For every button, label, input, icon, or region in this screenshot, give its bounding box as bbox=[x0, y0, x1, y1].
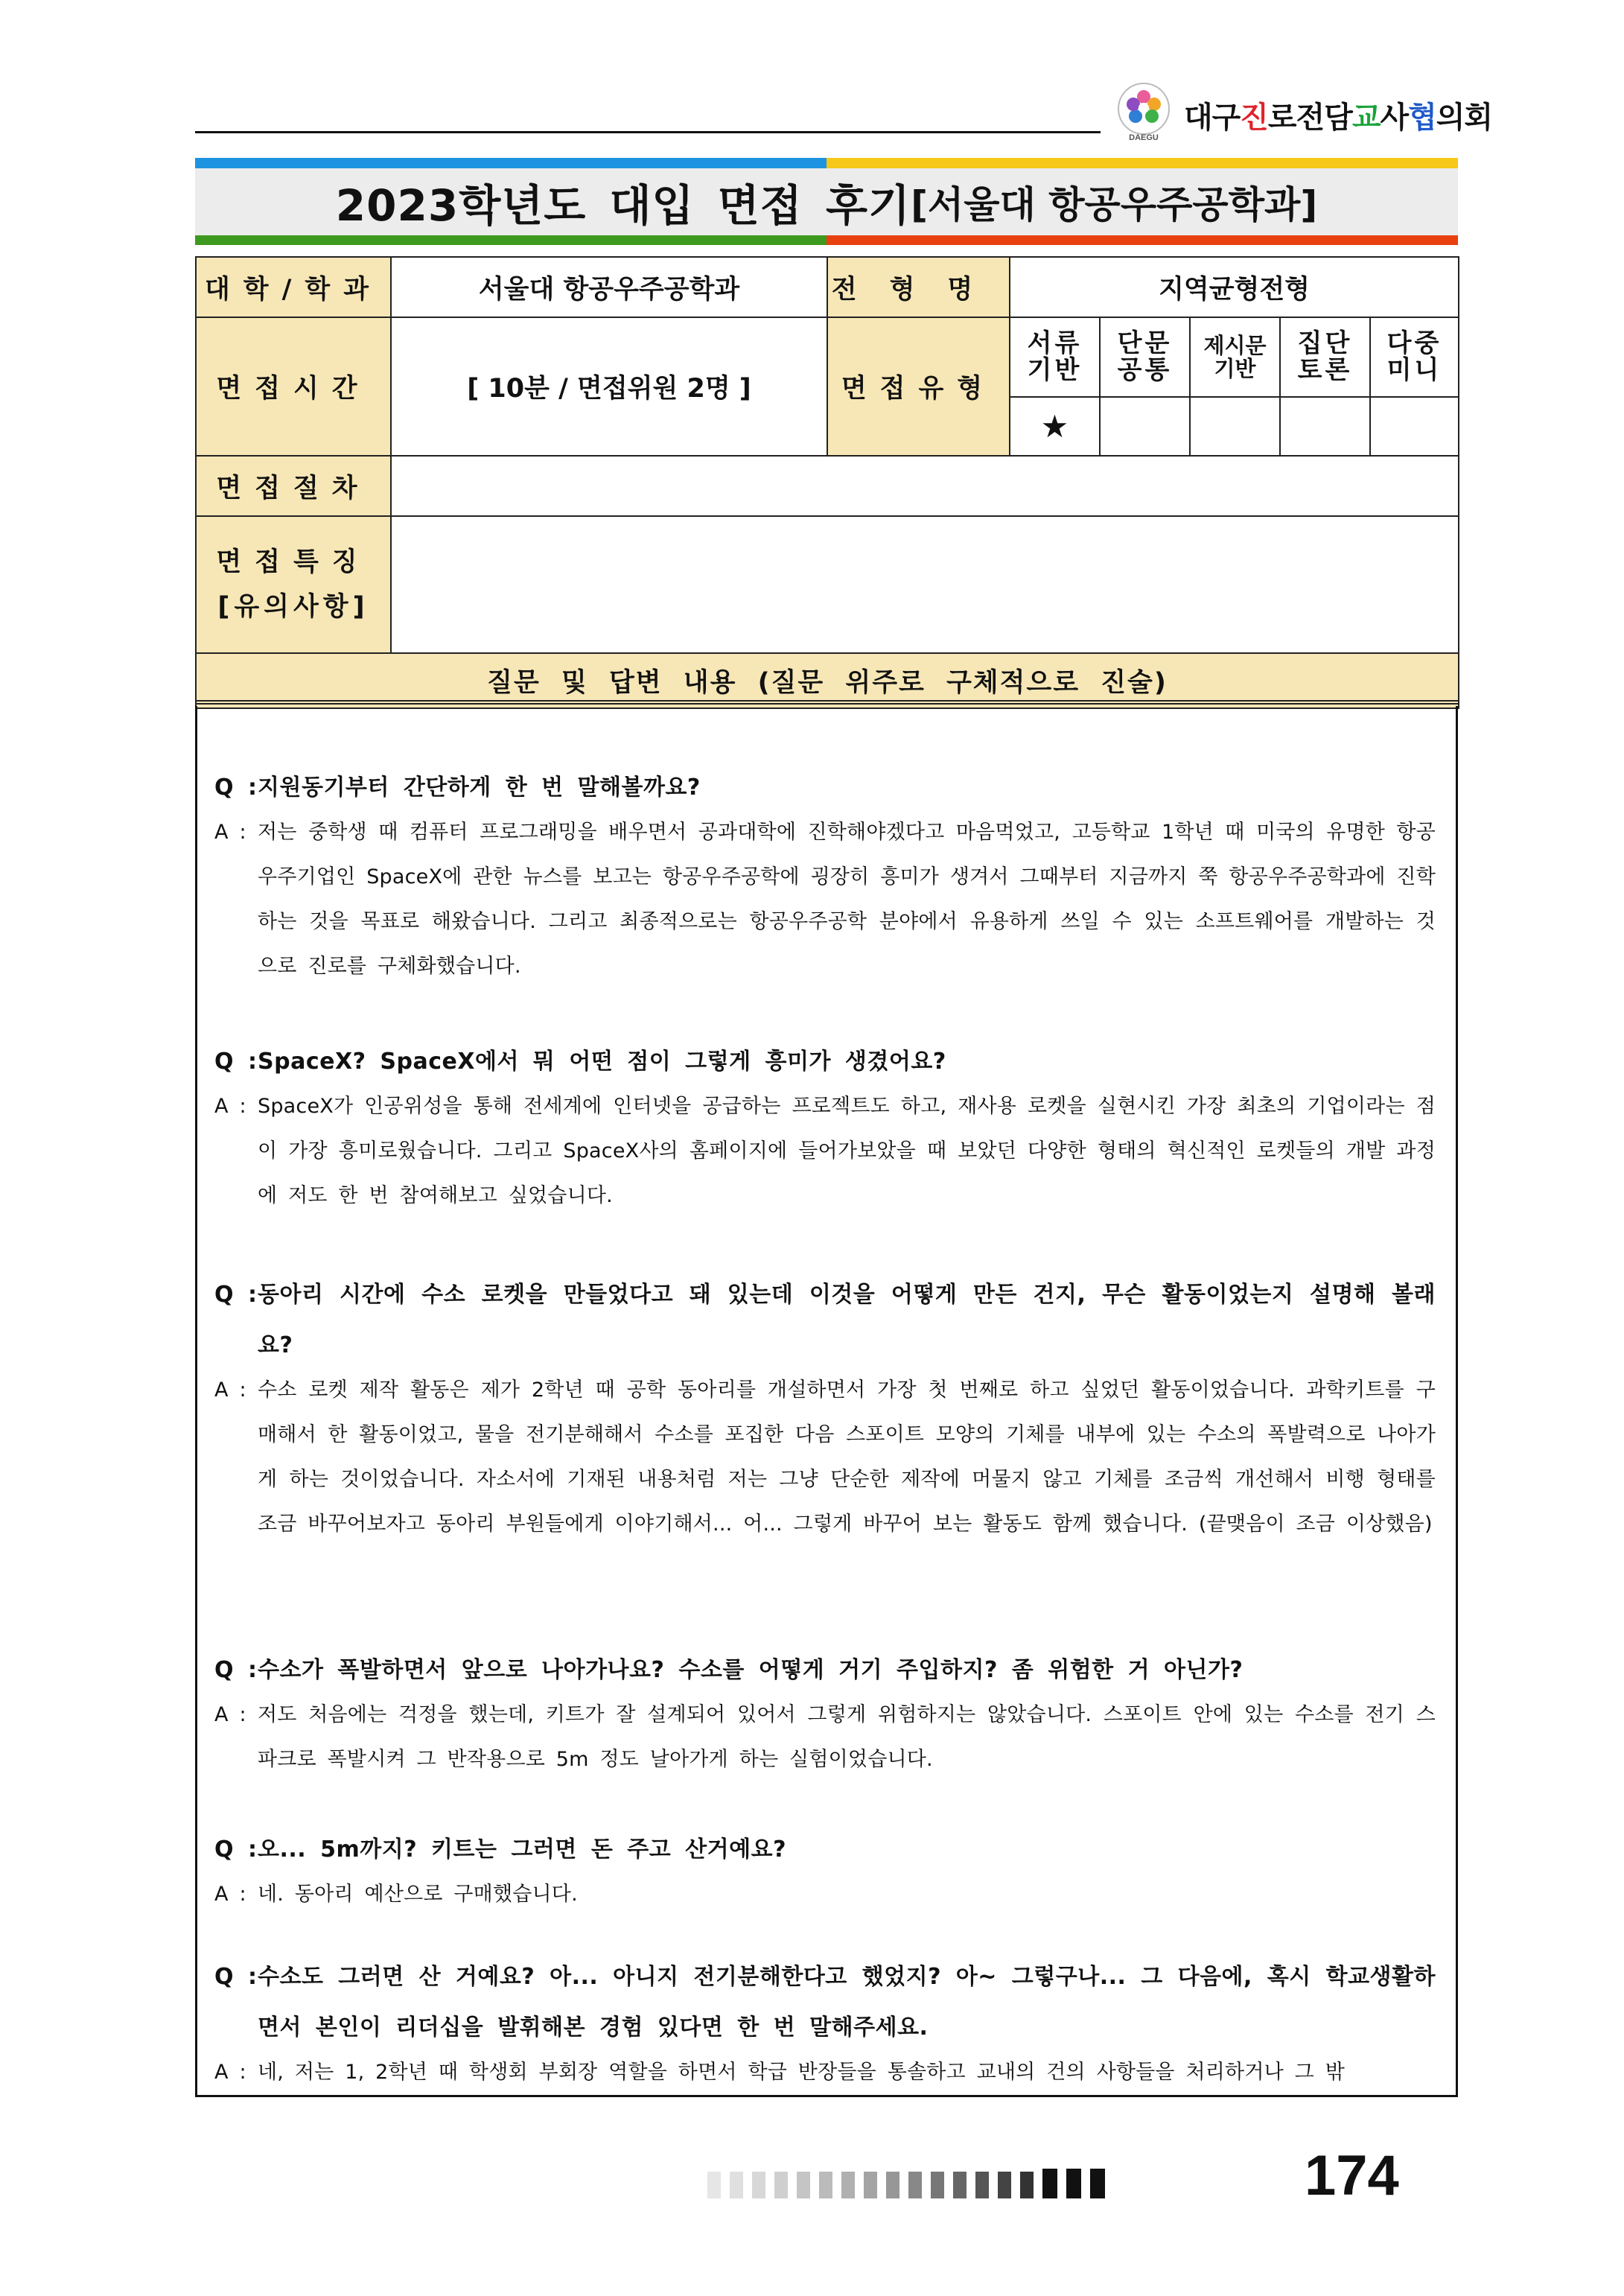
title-main: 2023학년도 대입 면접 후기 bbox=[335, 180, 911, 231]
association-logo-icon bbox=[1113, 80, 1174, 141]
question-text: 동아리 시간에 수소 로켓을 만들었다고 돼 있는데 이것을 어떻게 만든 건지, 무슨 활동이었는지 설명해 볼래요? bbox=[258, 1282, 1436, 1358]
format-label: 면접유형 bbox=[827, 317, 1010, 456]
qa-header-divider bbox=[195, 700, 1458, 705]
procedure-value bbox=[391, 456, 1459, 516]
header-rule bbox=[195, 131, 1101, 133]
title-sub: [서울대 항공우주공학과] bbox=[911, 183, 1318, 226]
type-value: 지역균형전형 bbox=[1010, 257, 1459, 317]
format-mmi-mark bbox=[1370, 397, 1459, 456]
format-document: 서류 기반 bbox=[1010, 317, 1100, 397]
org-name: 대구진로전담교사협의회 bbox=[1184, 101, 1493, 135]
qa-section-header: 질문 및 답변 내용 (질문 위주로 구체적으로 진술) bbox=[196, 653, 1459, 708]
format-group-discussion: 집단 토론 bbox=[1280, 317, 1370, 397]
question-text: 수소가 폭발하면서 앞으로 나아가나요? 수소를 어떻게 거기 주입하지? 좀 위험한 거 아닌가? bbox=[258, 1657, 1244, 1683]
procedure-label: 면접절차 bbox=[196, 456, 391, 516]
feature-value bbox=[391, 516, 1459, 653]
page-number: 174 bbox=[1305, 2144, 1399, 2207]
format-passage: 제시문 기반 bbox=[1190, 317, 1280, 397]
format-group-discussion-mark bbox=[1280, 397, 1370, 456]
title-band-blue bbox=[195, 158, 827, 168]
answer-text: 네. 동아리 예산으로 구매했습니다. bbox=[258, 1883, 578, 1906]
type-label: 전형명 bbox=[827, 257, 1010, 317]
title-band-yellow bbox=[827, 158, 1458, 168]
answer-text: 저도 처음에는 걱정을 했는데, 키트가 잘 설계되어 있어서 그렇게 위험하지는 않았습니다. 스포이트 안에 있는 수소를 전기 스파크로 폭발시켜 그 반작용으로 5m 정도 날아가게 하는 실험이었습니다. bbox=[258, 1703, 1436, 1771]
qa-item: Q : 수소도 그러면 산 거예요? 아... 아니지 전기분해한다고 했었지? 아~ 그렇구나... 그 다음에, 혹시 학교생활하면서 본인이 리더십을 발휘해본 경험 있다면 한 번 말해주세요. A : 네, 저는 1, 2학년 때 학생회 부회장 역할을 하면서 학급 반장들을 통솔하고 교내의 건의 사항들을 처리하거나 그 밖 bbox=[214, 1964, 1436, 2084]
question-text: 수소도 그러면 산 거예요? 아... 아니지 전기분해한다고 했었지? 아~ 그렇구나... 그 다음에, 혹시 학교생활하면서 본인이 리더십을 발휘해본 경험 있다면 한 번 말해주세요. bbox=[258, 1964, 1436, 2041]
title-band-red bbox=[827, 235, 1458, 245]
page-title bbox=[195, 168, 1458, 235]
answer-text: SpaceX가 인공위성을 통해 전세계에 인터넷을 공급하는 프로젝트도 하고, 재사용 로켓을 실현시킨 가장 최초의 기업이라는 점이 가장 흥미로웠습니다. 그리고 SpaceX사의 홈페이지에 들어가보았을 때 보았던 다양한 형태의 혁신적인 로켓들의 개발 과정에 저도 한 번 참여해보고 싶었습니다. bbox=[258, 1095, 1436, 1207]
qa-item: Q : 지원동기부터 간단하게 한 번 말해볼까요? A : 저는 중학생 때 컴퓨터 프로그래밍을 배우면서 공과대학에 진학해야겠다고 마음먹었고, 고등학교 1학년 때 미국의 유명한 항공우주기업인 SpaceX에 관한 뉴스를 보고는 항공우주공학에 굉장히 흥미가 생겨서 그때부터 지금까지 쭉 항공우주공학과에 진학하는 것을 목표로 해왔습니다. 그리고 최종적으로는 항공우주공학 분야에서 유용하게 쓰일 수 있는 소프트웨어를 개발하는 것으로 진로를 구체화했습니다. bbox=[214, 775, 1436, 978]
answer-text: 네, 저는 1, 2학년 때 학생회 부회장 역할을 하면서 학급 반장들을 통솔하고 교내의 건의 사항들을 처리하거나 그 밖 bbox=[258, 2061, 1346, 2084]
answer-text: 저는 중학생 때 컴퓨터 프로그래밍을 배우면서 공과대학에 진학해야겠다고 마음먹었고, 고등학교 1학년 때 미국의 유명한 항공우주기업인 SpaceX에 관한 뉴스를 보고는 항공우주공학에 굉장히 흥미가 생겨서 그때부터 지금까지 쭉 항공우주공학과에 진학하는 것을 목표로 해왔습니다. 그리고 최종적으로는 항공우주공학 분야에서 유용하게 쓰일 수 있는 소프트웨어를 개발하는 것으로 진로를 구체화했습니다. bbox=[258, 821, 1436, 978]
format-document-mark: ★ bbox=[1010, 397, 1100, 456]
format-mmi: 다중 미니 bbox=[1370, 317, 1459, 397]
svg-text:DAEGU: DAEGU bbox=[1129, 133, 1159, 141]
answer-text: 수소 로켓 제작 활동은 제가 2학년 때 공학 동아리를 개설하면서 가장 첫 번째로 하고 싶었던 활동이었습니다. 과학키트를 구매해서 한 활동이었고, 물을 전기분해해서 수소를 포집한 다음 스포이트 모양의 기체를 내부에 있는 수소의 폭발력으로 나아가게 하는 것이었습니다. 자소서에 기재된 내용처럼 저는 그냥 단순한 제작에 머물지 않고 기체를 조금씩 개선해서 비행 형태를 조금 바꾸어보자고 동아리 부원들에게 이야기해서... 어... 그렇게 바꾸어 보는 활동도 함께 했습니다. (끝맺음이 조금 이상했음) bbox=[258, 1378, 1436, 1536]
univ-label: 대학/학과 bbox=[196, 257, 391, 317]
qa-item: Q : 수소가 폭발하면서 앞으로 나아가나요? 수소를 어떻게 거기 주입하지? 좀 위험한 거 아닌가? A : 저도 처음에는 걱정을 했는데, 키트가 잘 설계되어 있어서 그렇게 위험하지는 않았습니다. 스포이트 안에 있는 수소를 전기 스파크로 폭발시켜 그 반작용으로 5m 정도 날아가게 하는 실험이었습니다. bbox=[214, 1657, 1436, 1771]
question-text: 지원동기부터 간단하게 한 번 말해볼까요? bbox=[258, 775, 701, 801]
time-value: [ 10분 / 면접위원 2명 ] bbox=[391, 317, 827, 456]
format-short-common-mark bbox=[1100, 397, 1190, 456]
format-short-common: 단문 공통 bbox=[1100, 317, 1190, 397]
qa-item: Q : 동아리 시간에 수소 로켓을 만들었다고 돼 있는데 이것을 어떻게 만든 건지, 무슨 활동이었는지 설명해 볼래요? A : 수소 로켓 제작 활동은 제가 2학년 때 공학 동아리를 개설하면서 가장 첫 번째로 하고 싶었던 활동이었습니다. 과학키트를 구매해서 한 활동이었고, 물을 전기분해해서 수소를 포집한 다음 스포이트 모양의 기체를 내부에 있는 수소의 폭발력으로 나아가게 하는 것이었습니다. 자소서에 기재된 내용처럼 저는 그냥 단순한 제작에 머물지 않고 기체를 조금씩 개선해서 비행 형태를 조금 바꾸어보자고 동아리 부원들에게 이야기해서... 어... 그렇게 바꾸어 보는 활동도 함께 했습니다. (끝맺음이 조금 이상했음) bbox=[214, 1282, 1436, 1536]
title-band-green bbox=[195, 235, 827, 245]
feature-label: 면접특징 [유의사항] bbox=[196, 516, 391, 653]
univ-value: 서울대 항공우주공학과 bbox=[391, 257, 827, 317]
time-label: 면접시간 bbox=[196, 317, 391, 456]
interview-info-table bbox=[195, 256, 1459, 709]
qa-item: Q : 오... 5m까지? 키트는 그러면 돈 주고 산거예요? A : 네. 동아리 예산으로 구매했습니다. bbox=[214, 1837, 786, 1906]
question-text: SpaceX? SpaceX에서 뭐 어떤 점이 그렇게 흥미가 생겼어요? bbox=[258, 1049, 946, 1075]
qa-item: Q : SpaceX? SpaceX에서 뭐 어떤 점이 그렇게 흥미가 생겼어요? A : SpaceX가 인공위성을 통해 전세계에 인터넷을 공급하는 프로젝트도 하고, 재사용 로켓을 실현시킨 가장 최초의 기업이라는 점이 가장 흥미로웠습니다. 그리고 SpaceX사의 홈페이지에 들어가보았을 때 보았던 다양한 형태의 혁신적인 로켓들의 개발 과정에 저도 한 번 참여해보고 싶었습니다. bbox=[214, 1049, 1436, 1207]
format-passage-mark bbox=[1190, 397, 1280, 456]
page-progress-bars bbox=[707, 2169, 1105, 2198]
question-text: 오... 5m까지? 키트는 그러면 돈 주고 산거예요? bbox=[258, 1837, 786, 1863]
